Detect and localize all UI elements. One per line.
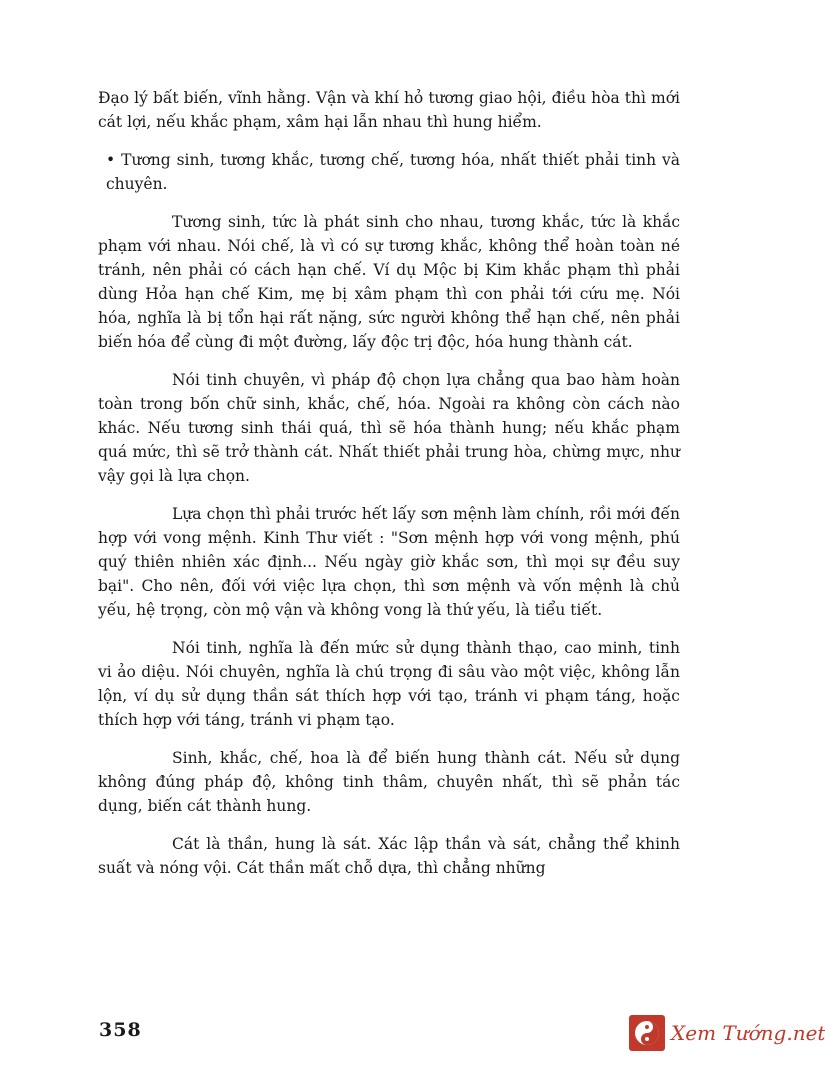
bullet-text: Tương sinh, tương khắc, tương chế, tương hóa, nhất thiết phải tinh và chuyên. [106,151,680,193]
paragraph-3: Nói tinh chuyên, vì pháp độ chọn lựa chẳng qua bao hàm hoàn toàn trong bốn chữ sinh, khắc, chế, hóa. Ngoài ra không còn cách nào khác. Nếu tương sinh thái quá, thì sẽ hóa thành hung; nếu khắc phạm quá mức, thì sẽ trở thành cát. Nhất thiết phải trung hòa, chừng mực, như vậy gọi là lựa chọn. [98,371,680,485]
paragraph-2: Tương sinh, tức là phát sinh cho nhau, tương khắc, tức là khắc phạm với nhau. Nói chế, là vì có sự tương khắc, không thể hoàn toàn né tránh, nên phải có cách hạn chế. Ví dụ Mộc bị Kim khắc phạm thì phải dùng Hỏa hạn chế Kim, mẹ bị xâm phạm thì con phải tới cứu mẹ. Nói hóa, nghĩa là bị tổn hại rất nặng, sức người không thể hạn chế, nên phải biến hóa để cùng đi một đường, lấy độc trị độc, hóa hung thành cát. [98,213,680,351]
page-body [98,86,680,894]
paragraph-4: Lựa chọn thì phải trước hết lấy sơn mệnh làm chính, rồi mới đến hợp với vong mệnh. Kinh Thư viết : "Sơn mệnh hợp với vong mệnh, phú quý thiên nhiên xác định... Nếu ngày giờ khắc sơn, thì mọi sự đều suy bại". Cho nên, đối với việc lựa chọn, thì sơn mệnh và vốn mệnh là chủ yếu, hệ trọng, còn mộ vận và không vong là thứ yếu, là tiểu tiết. [98,505,680,619]
paragraph-0: Đạo lý bất biến, vĩnh hằng. Vận và khí hỏ tương giao hội, điều hòa thì mới cát lợi, nếu khắc phạm, xâm hại lẫn nhau thì hung hiểm. [98,89,680,131]
paragraph-1-bullet [98,148,680,196]
page-number: 358 [99,1019,142,1041]
watermark-text: Xem Tướng.net [671,1021,825,1045]
paragraph-6: Sinh, khắc, chế, hoa là để biến hung thành cát. Nếu sử dụng không đúng pháp độ, không tinh thâm, chuyên nhất, thì sẽ phản tác dụng, biến cát thành hung. [98,749,680,815]
watermark [629,1013,825,1053]
yin-yang-icon [629,1015,665,1051]
bullet-mark: • [106,151,116,169]
paragraph-5: Nói tinh, nghĩa là đến mức sử dụng thành thạo, cao minh, tinh vi ảo diệu. Nói chuyên, nghĩa là chú trọng đi sâu vào một việc, không lẫn lộn, ví dụ sử dụng thần sát thích hợp với tạo, tránh vi phạm táng, hoặc thích hợp với táng, tránh vi phạm tạo. [98,639,680,729]
paragraph-7: Cát là thần, hung là sát. Xác lập thần và sát, chẳng thể khinh suất và nóng vội. Cát thần mất chỗ dựa, thì chẳng những [98,835,680,877]
